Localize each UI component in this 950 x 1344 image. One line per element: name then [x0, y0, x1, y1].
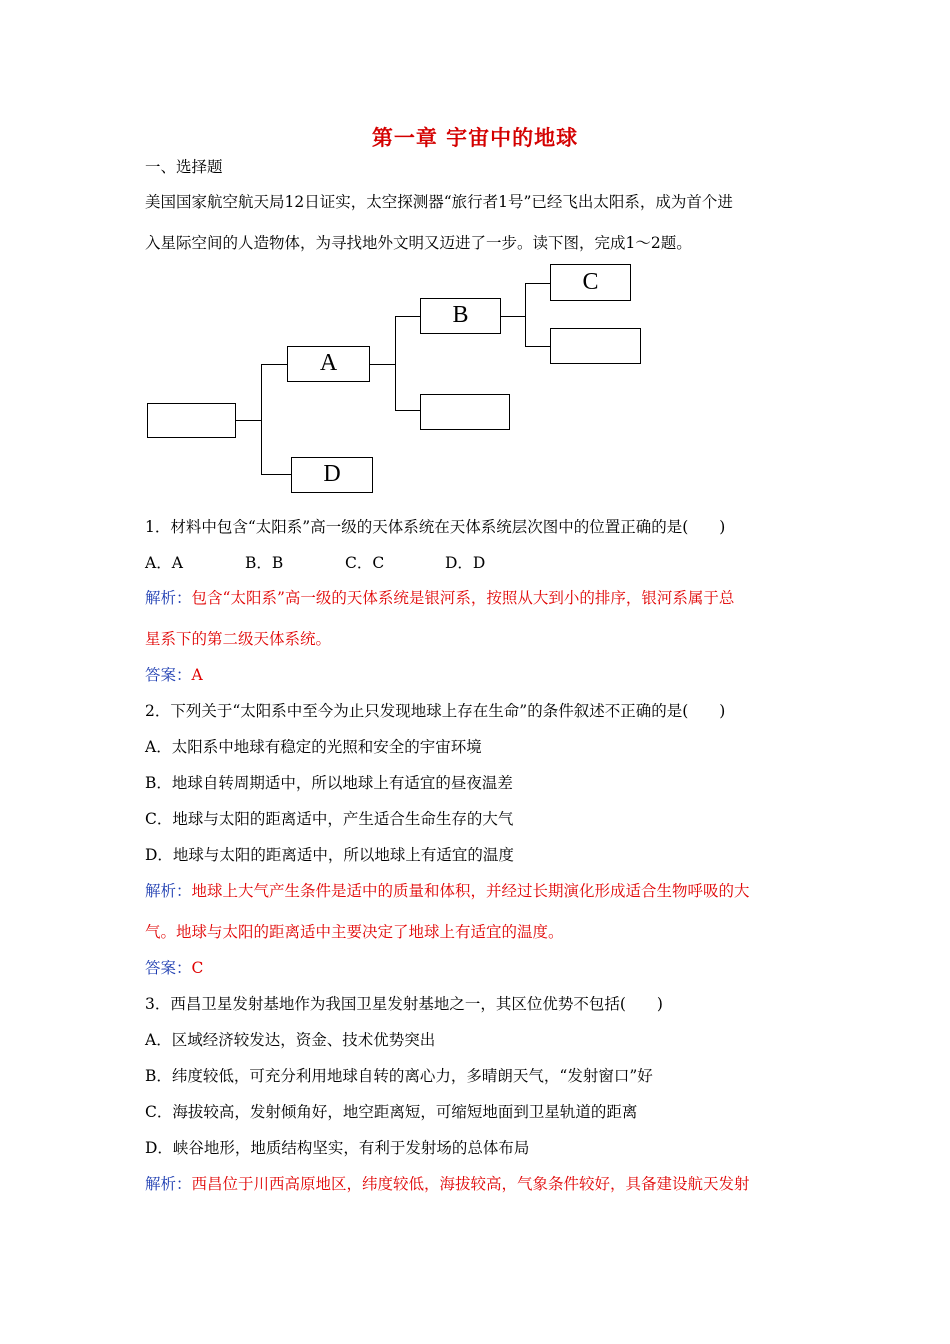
connector [500, 316, 525, 317]
answer-label: 答案： [145, 666, 192, 684]
box-b: B [420, 298, 501, 334]
question-3-option-c: C．海拔较高，发射倾角好，地空距离短，可缩短地面到卫星轨道的距离 [145, 1103, 638, 1121]
question-2-answer [145, 956, 203, 978]
question-2-option-b: B．地球自转周期适中，所以地球上有适宜的昼夜温差 [145, 774, 513, 792]
question-2-option-c: C．地球与太阳的距离适中，产生适合生命生存的大气 [145, 810, 514, 828]
answer-value: C [191, 959, 204, 977]
analysis-label: 解析： [145, 589, 192, 607]
analysis-text: 地球上大气产生条件是适中的质量和体积，并经过长期演化形成适合生物呼吸的大 [191, 882, 750, 900]
question-1-analysis [145, 586, 734, 608]
question-3-stem: 3．西昌卫星发射基地作为我国卫星发射基地之一，其区位优势不包括( ) [145, 995, 663, 1013]
question-1-stem: 1．材料中包含“太阳系”高一级的天体系统在天体系统层次图中的位置正确的是( ) [145, 518, 726, 536]
connector [261, 364, 288, 365]
answer-label: 答案： [145, 959, 192, 977]
box-a: A [287, 346, 370, 382]
root-box [147, 403, 236, 438]
question-1-analysis-cont: 星系下的第二级天体系统。 [145, 630, 332, 648]
analysis-label: 解析： [145, 1175, 192, 1193]
box-c-sibling [550, 328, 641, 364]
option: A．A [145, 554, 183, 572]
question-3-option-d: D．峡谷地形，地质结构坚实，有利于发射场的总体布局 [145, 1139, 530, 1157]
question-2-analysis [145, 879, 750, 901]
section-heading: 一、选择题 [145, 158, 223, 176]
option: C．C [345, 554, 385, 572]
answer-value: A [191, 666, 203, 684]
question-1-options [145, 551, 545, 573]
box-b-sibling [420, 394, 510, 430]
connector [395, 316, 421, 317]
intro-line-2: 入星际空间的人造物体，为寻找地外文明又迈进了一步。读下图，完成1～2题。 [145, 234, 692, 252]
option: B．B [245, 554, 284, 572]
chapter-title: 第一章 宇宙中的地球 [371, 125, 579, 150]
box-c: C [550, 264, 631, 301]
connector [261, 364, 262, 474]
connector [261, 474, 292, 475]
connector [525, 283, 526, 346]
question-3-option-b: B．纬度较低，可充分利用地球自转的离心力，多晴朗天气，“发射窗口”好 [145, 1067, 653, 1085]
analysis-label: 解析： [145, 882, 192, 900]
box-d: D [291, 457, 373, 493]
analysis-text: 西昌位于川西高原地区，纬度较低，海拔较高，气象条件较好，具备建设航天发射 [191, 1175, 750, 1193]
analysis-text: 包含“太阳系”高一级的天体系统是银河系，按照从大到小的排序，银河系属于总 [191, 589, 735, 607]
question-3-option-a: A．区域经济较发达，资金、技术优势突出 [145, 1031, 436, 1049]
connector [369, 364, 395, 365]
question-2-analysis-cont: 气。地球与太阳的距离适中主要决定了地球上有适宜的温度。 [145, 923, 564, 941]
connector [235, 420, 261, 421]
question-2-option-a: A．太阳系中地球有稳定的光照和安全的宇宙环境 [145, 738, 482, 756]
connector [395, 410, 421, 411]
intro-line-1: 美国国家航空航天局12日证实，太空探测器“旅行者1号”已经飞出太阳系，成为首个进 [145, 193, 733, 211]
question-2-option-d: D．地球与太阳的距离适中，所以地球上有适宜的温度 [145, 846, 514, 864]
option: D．D [445, 554, 486, 572]
question-3-analysis [145, 1172, 750, 1194]
question-1-answer [145, 663, 203, 685]
question-2-stem: 2．下列关于“太阳系中至今为止只发现地球上存在生命”的条件叙述不正确的是( ) [145, 702, 726, 720]
connector [395, 316, 396, 410]
connector [525, 283, 551, 284]
connector [525, 346, 551, 347]
